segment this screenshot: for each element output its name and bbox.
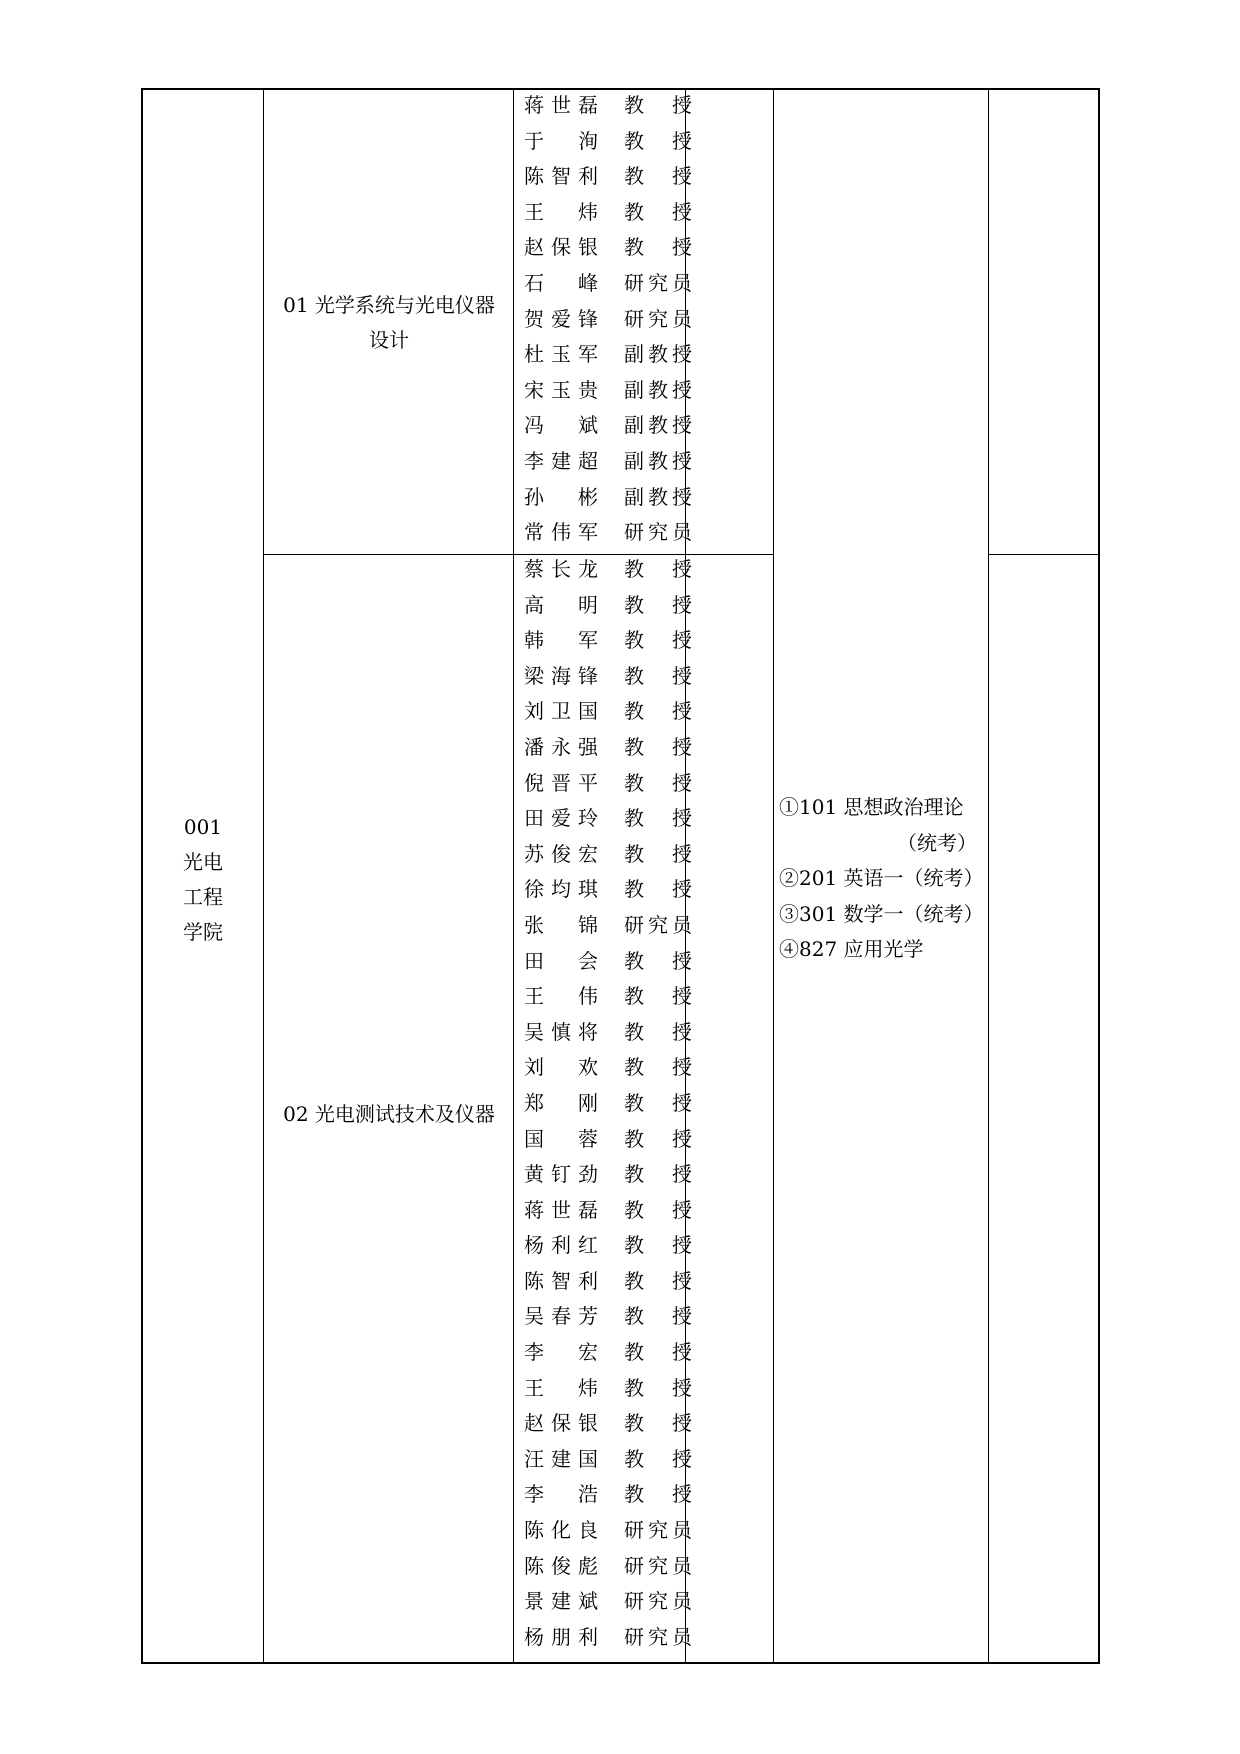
advisor-title: 教 授 [624, 948, 692, 973]
advisor-name: 杨 利 红 [524, 1233, 598, 1258]
advisor-name: 陈 化 良 [524, 1518, 598, 1543]
advisor-name: 张 锦 [524, 912, 598, 937]
exam-subject-line: ④827 应用光学 [779, 937, 924, 961]
research-direction-1 [267, 288, 511, 358]
advisor-row [524, 1264, 692, 1300]
advisor-row [524, 837, 692, 873]
advisor-row [524, 1620, 692, 1656]
college-name-line: 工程 [183, 885, 223, 909]
advisor-name: 国 蓉 [524, 1126, 598, 1151]
advisor-title: 研 究 员 [624, 306, 692, 331]
advisor-row [524, 1050, 692, 1086]
advisor-title: 教 授 [624, 1304, 692, 1329]
advisor-title: 教 授 [624, 1411, 692, 1436]
college-name-line: 光电 [183, 850, 223, 874]
advisor-title: 教 授 [624, 164, 692, 189]
advisor-row [524, 1477, 692, 1513]
column-divider [988, 90, 989, 1662]
advisor-row [524, 1584, 692, 1620]
advisor-row [524, 979, 692, 1015]
advisor-title: 副 教 授 [624, 342, 692, 367]
advisor-title: 副 教 授 [624, 377, 692, 402]
advisor-row [524, 872, 692, 908]
advisor-title: 副 教 授 [624, 413, 692, 438]
college-cell [143, 810, 263, 950]
row-divider [263, 554, 773, 555]
advisor-title: 教 授 [624, 1268, 692, 1293]
advisor-title: 教 授 [624, 1375, 692, 1400]
row-divider [988, 554, 1100, 555]
advisor-row [524, 1157, 692, 1193]
advisor-title: 教 授 [624, 877, 692, 902]
exam-subject-line: （统考） [897, 830, 977, 855]
advisor-row [524, 480, 692, 516]
advisor-title: 教 授 [624, 699, 692, 724]
advisor-row [524, 337, 692, 373]
advisor-row [524, 266, 692, 302]
advisor-row [524, 623, 692, 659]
advisor-name: 贺 爱 锋 [524, 306, 598, 331]
advisor-row [524, 1015, 692, 1051]
advisor-title: 教 授 [624, 734, 692, 759]
advisor-list-1 [524, 88, 692, 551]
advisor-row [524, 552, 692, 588]
advisor-name: 徐 均 琪 [524, 877, 598, 902]
advisor-row [524, 230, 692, 266]
advisor-title: 研 究 员 [624, 1553, 692, 1578]
advisor-row [524, 88, 692, 124]
advisor-title: 教 授 [624, 1162, 692, 1187]
advisor-row [524, 124, 692, 160]
advisor-name: 倪 晋 平 [524, 770, 598, 795]
advisor-name: 郑 刚 [524, 1090, 598, 1115]
column-divider [773, 90, 774, 1662]
advisor-name: 黄 钉 劲 [524, 1162, 598, 1187]
advisor-name: 梁 海 锋 [524, 663, 598, 688]
exam-subject-line: ②201 英语一（统考） [779, 866, 984, 890]
direction-title-line: 02 光电测试技术及仪器 [283, 1102, 495, 1126]
advisor-row [524, 659, 692, 695]
advisor-row [524, 1122, 692, 1158]
advisor-name: 景 建 斌 [524, 1589, 598, 1614]
advisor-row [524, 588, 692, 624]
column-divider [513, 90, 514, 1662]
advisor-title: 教 授 [624, 557, 692, 581]
advisor-title: 教 授 [624, 199, 692, 224]
advisor-title: 教 授 [624, 1197, 692, 1222]
advisor-name: 苏 俊 宏 [524, 841, 598, 866]
advisor-name: 宋 玉 贵 [524, 377, 598, 402]
advisor-title: 教 授 [624, 128, 692, 153]
advisor-row [524, 694, 692, 730]
advisor-name: 汪 建 国 [524, 1446, 598, 1471]
exam-subjects [779, 790, 984, 968]
advisor-name: 冯 斌 [524, 413, 598, 438]
advisor-title: 研 究 员 [624, 1589, 692, 1614]
advisor-row [524, 1335, 692, 1371]
advisor-name: 蒋 世 磊 [524, 1197, 598, 1222]
advisor-name: 王 炜 [524, 199, 598, 224]
exam-subject-line: ①101 思想政治理论 [779, 795, 964, 819]
advisor-title: 副 教 授 [624, 448, 692, 473]
advisor-title: 研 究 员 [624, 1518, 692, 1543]
advisor-name: 孙 彬 [524, 484, 598, 509]
direction-title-line: 设计 [369, 328, 409, 352]
advisor-title: 研 究 员 [624, 270, 692, 295]
advisor-title: 研 究 员 [624, 912, 692, 937]
advisor-title: 教 授 [624, 841, 692, 866]
advisor-row [524, 766, 692, 802]
advisor-title: 教 授 [624, 806, 692, 831]
advisor-name: 李 浩 [524, 1482, 598, 1507]
advisor-row [524, 159, 692, 195]
advisor-row [524, 730, 692, 766]
advisor-row [524, 1228, 692, 1264]
advisor-name: 王 伟 [524, 984, 598, 1009]
advisor-row [524, 1193, 692, 1229]
advisor-name: 蔡 长 龙 [524, 557, 598, 581]
advisor-title: 教 授 [624, 984, 692, 1009]
advisor-name: 陈 俊 彪 [524, 1553, 598, 1578]
advisor-name: 吴 慎 将 [524, 1019, 598, 1044]
college-name-line: 学院 [183, 920, 223, 944]
advisor-list-2 [524, 552, 692, 1655]
direction-title-line: 01 光学系统与光电仪器 [283, 293, 495, 317]
advisor-name: 赵 保 银 [524, 235, 598, 260]
advisor-title: 副 教 授 [624, 484, 692, 509]
exam-subject-line: ③301 数学一（统考） [779, 901, 984, 926]
admissions-table [141, 88, 1100, 1664]
advisor-row [524, 1549, 692, 1585]
advisor-name: 常 伟 军 [524, 520, 598, 545]
advisor-title: 教 授 [624, 770, 692, 795]
advisor-title: 教 授 [624, 628, 692, 653]
advisor-row [524, 801, 692, 837]
research-direction-2 [267, 1097, 511, 1132]
advisor-title: 教 授 [624, 592, 692, 617]
advisor-name: 李 宏 [524, 1340, 598, 1365]
advisor-title: 教 授 [624, 1090, 692, 1115]
advisor-title: 教 授 [624, 1482, 692, 1507]
advisor-row [524, 1371, 692, 1407]
advisor-name: 杨 朋 利 [524, 1624, 598, 1649]
advisor-row [524, 1513, 692, 1549]
advisor-title: 研 究 员 [624, 520, 692, 545]
advisor-name: 王 炜 [524, 1375, 598, 1400]
advisor-title: 教 授 [624, 663, 692, 688]
column-divider [263, 90, 264, 1662]
advisor-name: 刘 卫 国 [524, 699, 598, 724]
advisor-name: 蒋 世 磊 [524, 93, 598, 117]
advisor-title: 教 授 [624, 1340, 692, 1365]
advisor-row [524, 515, 692, 551]
advisor-title: 教 授 [624, 1233, 692, 1258]
advisor-title: 教 授 [624, 1055, 692, 1080]
advisor-row [524, 944, 692, 980]
advisor-title: 教 授 [624, 1446, 692, 1471]
advisor-name: 刘 欢 [524, 1055, 598, 1080]
advisor-row [524, 195, 692, 231]
advisor-row [524, 1299, 692, 1335]
college-code: 001 [183, 815, 223, 839]
advisor-title: 教 授 [624, 1019, 692, 1044]
advisor-name: 杜 玉 军 [524, 342, 598, 367]
advisor-name: 陈 智 利 [524, 1268, 598, 1293]
advisor-title: 教 授 [624, 1126, 692, 1151]
advisor-row [524, 373, 692, 409]
advisor-name: 李 建 超 [524, 448, 598, 473]
advisor-name: 韩 军 [524, 628, 598, 653]
advisor-title: 教 授 [624, 235, 692, 260]
advisor-row [524, 302, 692, 338]
advisor-title: 教 授 [624, 93, 692, 117]
advisor-row [524, 1406, 692, 1442]
advisor-name: 赵 保 银 [524, 1411, 598, 1436]
advisor-name: 陈 智 利 [524, 164, 598, 189]
advisor-row [524, 408, 692, 444]
advisor-row [524, 444, 692, 480]
advisor-name: 田 爱 玲 [524, 806, 598, 831]
advisor-title: 研 究 员 [624, 1624, 692, 1649]
advisor-name: 石 峰 [524, 270, 598, 295]
advisor-name: 高 明 [524, 592, 598, 617]
advisor-name: 于 洵 [524, 128, 598, 153]
advisor-name: 潘 永 强 [524, 734, 598, 759]
advisor-row [524, 1086, 692, 1122]
advisor-row [524, 1442, 692, 1478]
advisor-name: 田 会 [524, 948, 598, 973]
advisor-name: 吴 春 芳 [524, 1304, 598, 1329]
advisor-row [524, 908, 692, 944]
